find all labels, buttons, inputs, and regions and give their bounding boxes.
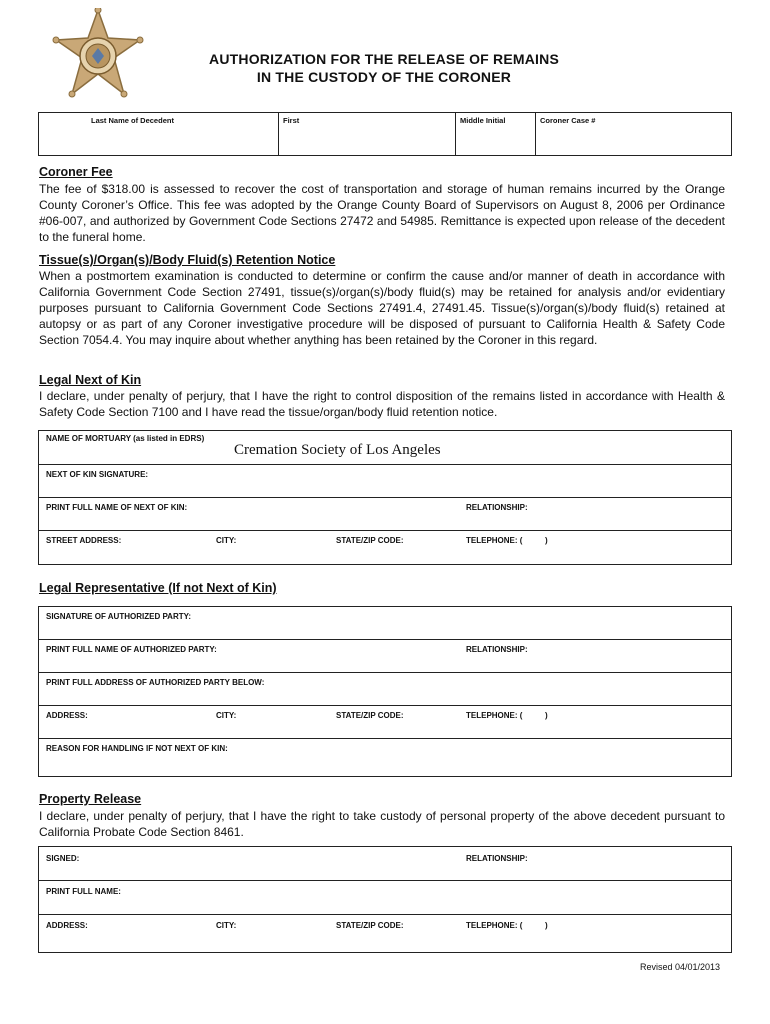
title-line-1: AUTHORIZATION FOR THE RELEASE OF REMAINS (209, 51, 559, 67)
rep-relationship-label: RELATIONSHIP: (466, 645, 528, 654)
property-release-form (38, 846, 732, 953)
coroner-case-label: Coroner Case # (540, 116, 596, 125)
sheriff-star-badge-icon (52, 8, 144, 104)
prop-relationship-label: RELATIONSHIP: (466, 854, 528, 863)
title-line-2: IN THE CUSTODY OF THE CORONER (256, 69, 512, 85)
middle-initial-field[interactable] (456, 113, 536, 155)
kin-city-label: CITY: (216, 536, 237, 545)
kin-address-row[interactable] (39, 531, 731, 565)
rep-signature-label: SIGNATURE OF AUTHORIZED PARTY: (46, 612, 192, 621)
kin-relationship-label: RELATIONSHIP: (466, 503, 528, 512)
next-of-kin-form (38, 430, 732, 565)
kin-phone-close: ) (545, 536, 548, 545)
prop-signed-row[interactable] (39, 847, 731, 881)
coroner-fee-text: The fee of $318.00 is assessed to recover the cost of transportation and storage of human remains incurred by the Orange County Coroner’s Office. This fee was adopted by the Orange County Board of Supervisors on August 8, 2006 per Ordinance #06-007, and authorized by Government Code Sections 27472 and 54985. Remittance is expected upon release of the decedent to the funeral home. (39, 182, 725, 244)
rep-phone-label: TELEPHONE: ( (466, 711, 523, 720)
middle-initial-label: Middle Initial (460, 116, 506, 125)
prop-address-label: ADDRESS: (46, 921, 88, 930)
rep-name-label: PRINT FULL NAME OF AUTHORIZED PARTY: (46, 645, 217, 654)
prop-phone-close: ) (545, 921, 548, 930)
kin-street-label: STREET ADDRESS: (46, 536, 122, 545)
kin-name-row[interactable] (39, 498, 731, 531)
kin-signature-label: NEXT OF KIN SIGNATURE: (46, 470, 149, 479)
rep-signature-row[interactable] (39, 607, 731, 640)
coroner-case-field[interactable] (536, 113, 731, 155)
rep-address-row[interactable] (39, 706, 731, 739)
document-title (150, 50, 618, 86)
legal-rep-form (38, 606, 732, 777)
revised-date: Revised 04/01/2013 (640, 962, 721, 972)
rep-phone-close: ) (545, 711, 548, 720)
kin-signature-row[interactable] (39, 465, 731, 498)
tissue-notice-heading: Tissue(s)/Organ(s)/Body Fluid(s) Retention Notice (39, 253, 336, 267)
last-name-label: Last Name of Decedent (91, 116, 174, 125)
tissue-notice-text: When a postmortem examination is conducted to determine or confirm the cause and/or manner of death in accordance with California Government Code Section 27491, tissue(s)/organ(s)/body fluid(s) may be retained for analysis and/or evidentiary purposes pursuant to California Government Code Sections 27491.4, 27491.45. Tissue(s)/organ(s)/body fluid(s) retained at autopsy or as part of any Coroner investigative procedure will be disposed of pursuant to California Health & Safety Code Section 7054.4. You may inquire about whether anything has been retained by the Coroner in this regard. (39, 269, 725, 347)
prop-city-label: CITY: (216, 921, 237, 930)
mortuary-label: NAME OF MORTUARY (as listed in EDRS) (46, 434, 205, 443)
kin-phone-label: TELEPHONE: ( (466, 536, 523, 545)
first-name-label: First (283, 116, 300, 125)
rep-city-label: CITY: (216, 711, 237, 720)
rep-state-label: STATE/ZIP CODE: (336, 711, 404, 720)
mortuary-value[interactable]: Cremation Society of Los Angeles (234, 442, 441, 458)
mortuary-row[interactable] (39, 431, 731, 465)
next-of-kin-heading: Legal Next of Kin (39, 373, 142, 387)
prop-state-label: STATE/ZIP CODE: (336, 921, 404, 930)
rep-address-label: ADDRESS: (46, 711, 88, 720)
property-release-heading: Property Release (39, 792, 142, 806)
kin-state-label: STATE/ZIP CODE: (336, 536, 404, 545)
next-of-kin-text: I declare, under penalty of perjury, that I have the right to control disposition of the remains listed in accordance with Health & Safety Code Section 7100 and I have read the tissue/organ/body fluid retention notice. (39, 389, 725, 419)
decedent-header-table (38, 112, 732, 156)
first-name-field[interactable] (279, 113, 456, 155)
property-release-text: I declare, under penalty of perjury, that I have the right to take custody of personal property of the above decedent pursuant to California Probate Code Section 8461. (39, 809, 725, 839)
rep-reason-label: REASON FOR HANDLING IF NOT NEXT OF KIN: (46, 744, 228, 753)
coroner-fee-heading: Coroner Fee (39, 165, 113, 179)
rep-reason-row[interactable] (39, 739, 731, 776)
rep-address-below-label: PRINT FULL ADDRESS OF AUTHORIZED PARTY BELOW: (46, 678, 265, 687)
prop-phone-label: TELEPHONE: ( (466, 921, 523, 930)
last-name-field[interactable] (39, 113, 279, 155)
prop-signed-label: SIGNED: (46, 854, 80, 863)
kin-name-label: PRINT FULL NAME OF NEXT OF KIN: (46, 503, 188, 512)
prop-name-row[interactable] (39, 881, 731, 915)
legal-rep-heading: Legal Representative (If not Next of Kin) (39, 581, 277, 595)
prop-address-row[interactable] (39, 915, 731, 952)
rep-address-below-row[interactable] (39, 673, 731, 706)
prop-name-label: PRINT FULL NAME: (46, 887, 121, 896)
rep-name-row[interactable] (39, 640, 731, 673)
